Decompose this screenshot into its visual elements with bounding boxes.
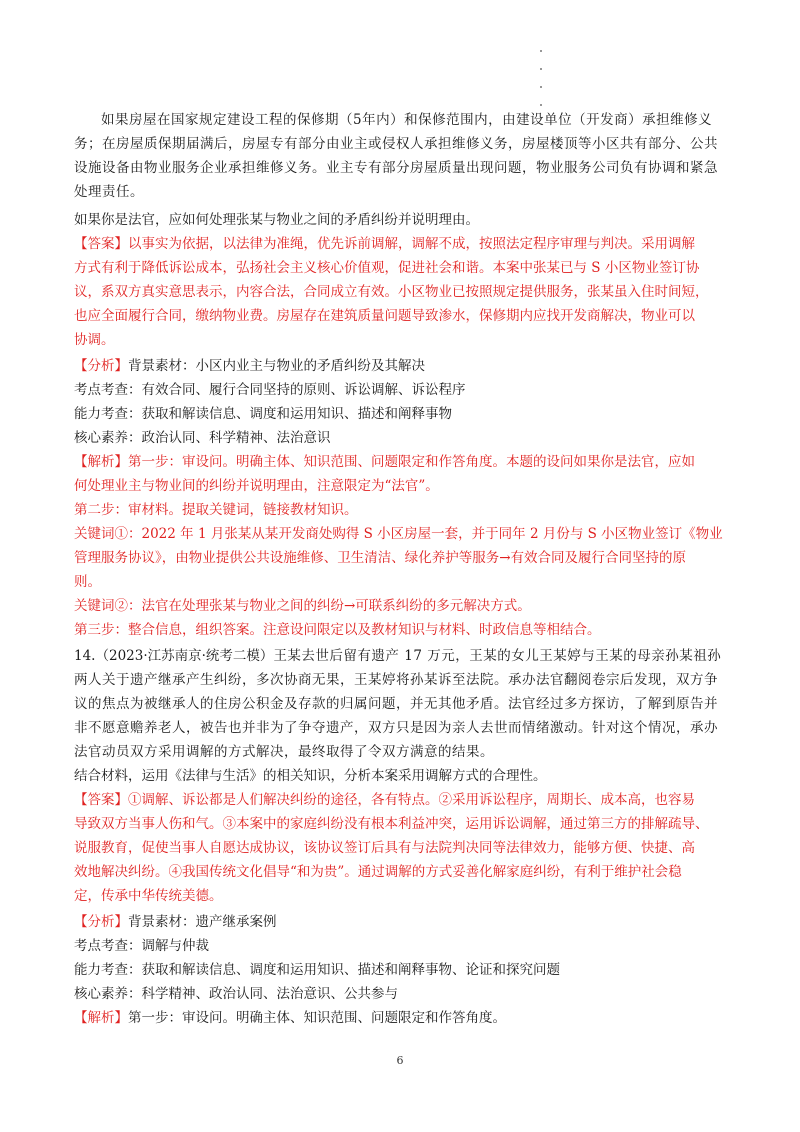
step2-line: 第二步：审材料。提取关键词，链接教材知识。: [74, 502, 358, 518]
question-stem-line: 非不愿意赡养老人，被告也并非为了争夺遗产，双方只是因为亲人去世而情绪激动。针对这个情况，承办: [74, 720, 718, 736]
answer-line: 方式有利于降低诉讼成本，弘扬社会主义核心价值观，促进社会和谐。本案中张某已与 S 小区物业签订协: [74, 260, 700, 276]
question-14-section: [74, 644, 738, 1030]
answer-line: 协调。: [74, 332, 115, 348]
answer-line: 议，系双方真实意思表示，内容合法，合同成立有效。小区物业已按照规定提供服务，张某虽入住时间短，: [74, 284, 709, 300]
answer-line: [74, 232, 738, 256]
page-number: 6: [396, 1054, 404, 1067]
jiexi-tag: 【解析】: [74, 454, 128, 470]
answer-tag: 【答案】: [74, 236, 128, 252]
keyword1-line: 管理服务协议》，由物业提供公共设施维修、卫生清洁、绿化养护等服务→有效合同及履行合同坚持的原: [74, 550, 687, 566]
analysis-line: [74, 354, 738, 378]
nengli-line: 能力考查：获取和解读信息、调度和运用知识、描述和阐释事物、论证和探究问题: [74, 962, 560, 978]
answer-line: 也应全面履行合同，缴纳物业费。房屋存在建筑质量问题导致渗水，保修期内应找开发商解决，物业可以: [74, 308, 695, 324]
kaodian-line: 考点考查：调解与仲裁: [74, 938, 209, 954]
question-stem-line: [74, 644, 738, 668]
question-13-section: [74, 208, 738, 642]
jiexi-line: 何处理业主与物业间的纠纷并说明理由，注意限定为“法官”。: [74, 478, 439, 494]
answer-line: 导致双方当事人伤和气。③本案中的家庭纠纷没有根本利益冲突，运用诉讼调解，通过第三方的排解疏导、: [74, 816, 709, 832]
question-text: 结合材料，运用《法律与生活》的相关知识，分析本案采用调解方式的合理性。: [74, 768, 547, 784]
nengli-line: 能力考查：获取和解读信息、调度和运用知识、描述和阐释事物: [74, 406, 452, 422]
jiexi-text: 第一步：审设问。明确主体、知识范围、问题限定和作答角度。本题的设问如果你是法官，应如: [128, 454, 695, 470]
question-source: （2023·江苏南京·统考二模）: [95, 648, 274, 664]
question-text: 如果你是法官，应如何处理张某与物业之间的矛盾纠纷并说明理由。: [74, 212, 479, 228]
question-number: 14.: [74, 648, 96, 664]
question-stem-text: 王某去世后留有遗产 17 万元，王某的女儿王某婷与王某的母亲孙某祖孙: [273, 648, 722, 664]
analysis-tag: 【分析】: [74, 358, 128, 374]
jiexi-text: 第一步：审设问。明确主体、知识范围、问题限定和作答角度。: [128, 1010, 506, 1026]
question-stem-line: 两人关于遗产继承产生纠纷，多次协商无果，王某婷将孙某诉至法院。承办法官翻阅卷宗后发现，双方争: [74, 672, 718, 688]
answer-text: ①调解、诉讼都是人们解决纠纷的途径，各有特点。②采用诉讼程序，周期长、成本高，也容易: [128, 792, 695, 808]
analysis-line: [74, 910, 738, 934]
keyword1-line: 关键词①：2022 年 1 月张某从某开发商处购得 S 小区房屋一套，并于同年 2 月份与 S 小区物业签订《物业: [74, 526, 723, 542]
suyang-line: 核心素养：科学精神、政治认同、法治意识、公共参与: [74, 986, 398, 1002]
kaodian-line: 考点考查：有效合同、履行合同坚持的原则、诉讼调解、诉讼程序: [74, 382, 466, 398]
passage-line: 设施设备由物业服务企业承担维修义务。业主专有部分房屋质量出现问题，物业服务公司负有协调和紧急: [74, 160, 718, 176]
answer-text: 以事实为依据，以法律为准绳，优先诉前调解，调解不成，按照法定程序审理与判决。采用调解: [128, 236, 695, 252]
answer-line: [74, 788, 738, 812]
answer-line: 说服教育，促使当事人自愿达成协议，该协议签订后具有与法院判决同等法律效力，能够方便、快捷、高: [74, 840, 695, 856]
passage-line: 务；在房屋质保期届满后，房屋专有部分由业主或侵权人承担维修义务，房屋楼顶等小区共有部分、公共: [74, 136, 718, 152]
jiexi-tag: 【解析】: [74, 1010, 128, 1026]
question-stem-line: 议的焦点为被继承人的住房公积金及存款的归属问题，并无其他矛盾。法官经过多方探访，了解到原告并: [74, 696, 718, 712]
suyang-line: 核心素养：政治认同、科学精神、法治意识: [74, 430, 331, 446]
analysis-text: 背景素材：小区内业主与物业的矛盾纠纷及其解决: [128, 358, 425, 374]
jiexi-line: [74, 1006, 738, 1030]
answer-tag: 【答案】: [74, 792, 128, 808]
analysis-text: 背景素材：遗产继承案例: [128, 914, 277, 930]
material-passage: [74, 108, 738, 204]
question-stem-line: 法官动员双方采用调解的方式解决，最终取得了令双方满意的结果。: [74, 744, 494, 760]
analysis-tag: 【分析】: [74, 914, 128, 930]
keyword1-line: 则。: [74, 574, 101, 590]
answer-line: 效地解决纠纷。④我国传统文化倡导“和为贵”。通过调解的方式妥善化解家庭纠纷，有利于维护社会稳: [74, 864, 682, 880]
answer-line: 定，传承中华传统美德。: [74, 888, 223, 904]
jiexi-line: [74, 450, 738, 474]
keyword2-line: 关键词②：法官在处理张某与物业之间的纠纷→可联系纠纷的多元解决方式。: [74, 598, 531, 614]
step3-line: 第三步：整合信息，组织答案。注意设问限定以及教材知识与材料、时政信息等相结合。: [74, 622, 601, 638]
passage-line: 如果房屋在国家规定建设工程的保修期（5年内）和保修范围内，由建设单位（开发商）承担维修义: [101, 112, 713, 128]
passage-line: 处理责任。: [74, 184, 144, 200]
